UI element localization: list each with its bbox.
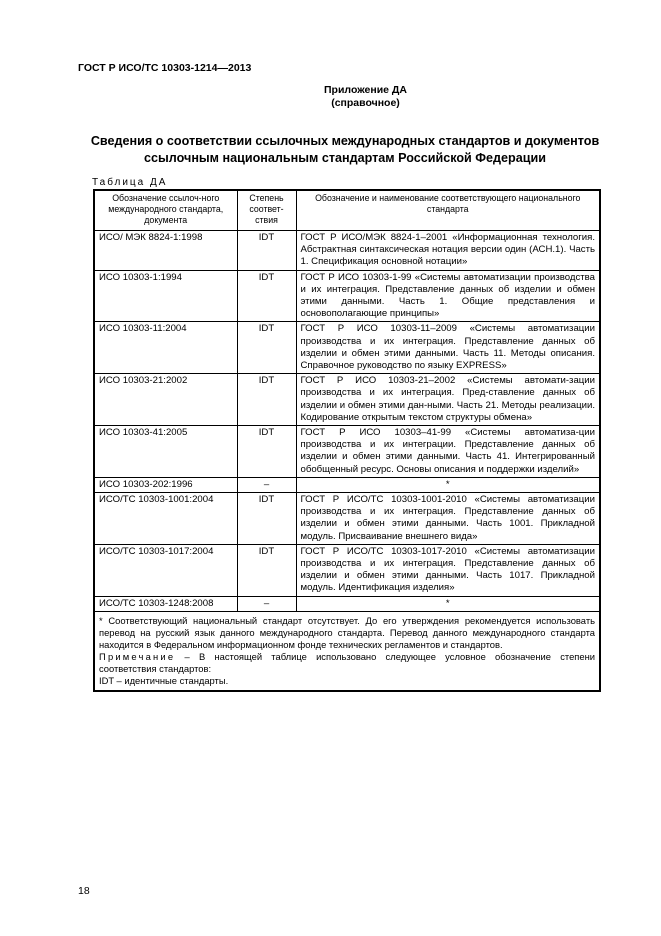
- table-row: [94, 477, 600, 492]
- international-standard-cell: ИСО/ТС 10303-1248:2008: [94, 596, 237, 611]
- document-code: ГОСТ Р ИСО/ТС 10303-1214—2013: [78, 62, 252, 74]
- international-standard-cell: ИСО 10303-11:2004: [94, 322, 237, 374]
- degree-cell: IDT: [237, 231, 296, 271]
- national-standard-cell: ГОСТ Р ИСО 10303-21–2002 «Системы автомати-зации производства и их интеграция. Пред-ставление данных об изделии и обмен этими дан-ными. Часть 21. Методы реализации. Кодирование открытым текстом структуры обмена»: [296, 374, 600, 426]
- national-standard-cell: ГОСТ Р ИСО/ТС 10303-1001-2010 «Системы автоматизации производства и их интеграция. Представление данных об изделии и обмен этими данными. Часть 1001. Прикладной модуль. Присваивание внешнего вида»: [296, 493, 600, 545]
- national-standard-cell: ГОСТ Р ИСО/МЭК 8824-1–2001 «Информационная технология. Абстрактная синтаксическая нотация версии один (АСН.1). Часть 1. Спецификация основной нотации»: [296, 231, 600, 271]
- table-note: [99, 651, 595, 675]
- degree-cell: IDT: [237, 374, 296, 426]
- international-standard-cell: ИСО 10303-1:1994: [94, 270, 237, 322]
- annex-title: Приложение ДА: [324, 84, 407, 96]
- note-text: – В настоящей таблице использовано следующее условное обозначение степени соответствия стандартов:: [99, 650, 595, 674]
- annex-heading: [0, 84, 661, 110]
- table-row: [94, 426, 600, 478]
- section-heading: Сведения о соответствии ссылочных международных стандартов и документов ссылочным национальным стандартам Российской Федерации: [90, 134, 600, 165]
- table-row: [94, 374, 600, 426]
- national-standard-cell: ГОСТ Р ИСО 10303-1-99 «Системы автоматизации производства и их интеграция. Представление данных об изделии и обмен этими данными. Часть 1. Общие представления и основополагающие принципы»: [296, 270, 600, 322]
- column-header-international: Обозначение ссылоч-ного международного стандарта, документа: [94, 190, 237, 231]
- international-standard-cell: ИСО 10303-41:2005: [94, 426, 237, 478]
- international-standard-cell: ИСО 10303-202:1996: [94, 477, 237, 492]
- degree-cell: IDT: [237, 322, 296, 374]
- column-header-national: Обозначение и наименование соответствующего национального стандарта: [296, 190, 600, 231]
- table-row: [94, 596, 600, 611]
- footnote-text: * Соответствующий национальный стандарт отсутствует. До его утверждения рекомендуется использовать перевод на русский язык данного международного стандарта. Перевод данного международного стандарта находится в Федеральном информационном фонде технических регламентов и стандартов.: [99, 614, 595, 650]
- annex-subtitle: (справочное): [331, 97, 400, 109]
- degree-cell: –: [237, 596, 296, 611]
- correspondence-table: [93, 189, 601, 692]
- degree-cell: IDT: [237, 270, 296, 322]
- page-number: 18: [78, 885, 90, 897]
- international-standard-cell: ИСО/ МЭК 8824-1:1998: [94, 231, 237, 271]
- note-word: Примечание: [99, 650, 176, 662]
- table-row: [94, 231, 600, 271]
- table-footnote-row: [94, 611, 600, 691]
- table-row: [94, 544, 600, 596]
- international-standard-cell: ИСО 10303-21:2002: [94, 374, 237, 426]
- national-standard-cell: ГОСТ Р ИСО 10303–41-99 «Системы автоматиза-ции производства и их интеграции. Представление данных об изделии и обмен этими данными. Часть 41. Интегрированный обобщенный ресурс. Основы описания и поддержки изделий»: [296, 426, 600, 478]
- national-standard-cell: *: [296, 477, 600, 492]
- degree-cell: IDT: [237, 426, 296, 478]
- table-row: [94, 322, 600, 374]
- international-standard-cell: ИСО/ТС 10303-1017:2004: [94, 544, 237, 596]
- idt-definition: IDT – идентичные стандарты.: [99, 674, 229, 686]
- degree-cell: –: [237, 477, 296, 492]
- national-standard-cell: *: [296, 596, 600, 611]
- degree-cell: IDT: [237, 493, 296, 545]
- column-header-degree: Степень соответ-ствия: [237, 190, 296, 231]
- table-header-row: [94, 190, 600, 231]
- national-standard-cell: ГОСТ Р ИСО/ТС 10303-1017-2010 «Системы автоматизации производства и их интеграция. Представление данных об изделии и обмен этими данными. Часть 1017. Прикладной модуль. Идентификация изделия»: [296, 544, 600, 596]
- table-row: [94, 493, 600, 545]
- table-footnote: [94, 611, 600, 691]
- table-label: Таблица ДА: [92, 177, 168, 188]
- national-standard-cell: ГОСТ Р ИСО 10303-11–2009 «Системы автоматизации производства и их интеграция. Представление данных об изделии и обмен этими данными. Часть 11. Методы описания. Справочное руководство по языку EXPRESS»: [296, 322, 600, 374]
- degree-cell: IDT: [237, 544, 296, 596]
- table-row: [94, 270, 600, 322]
- international-standard-cell: ИСО/ТС 10303-1001:2004: [94, 493, 237, 545]
